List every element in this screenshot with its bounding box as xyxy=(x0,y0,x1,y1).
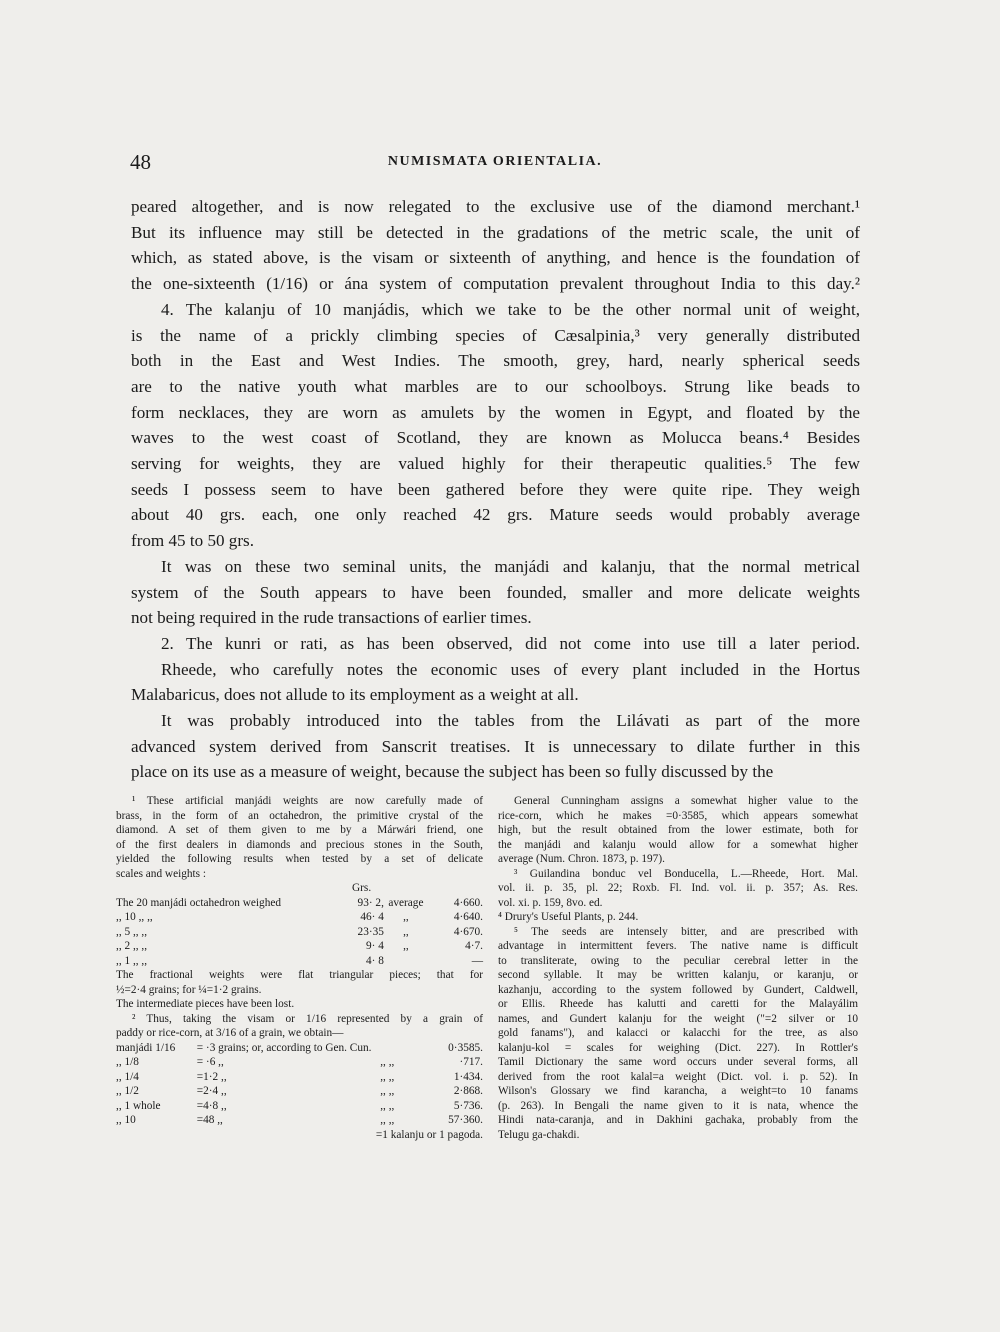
text-line: form necklaces, they are worn as amulets by the women in Egypt, and floated by the xyxy=(131,402,860,422)
table-cell: 4·660. xyxy=(453,896,483,909)
table-cell: 2·868. xyxy=(453,1085,483,1097)
table-cell: ,, xyxy=(403,925,409,938)
footnote-line: ³ Guilandina bonduc vel Bonducella, L.—Rheede, Hort. Mal. xyxy=(514,867,858,880)
table-row xyxy=(116,1070,483,1085)
table-row xyxy=(116,1055,483,1070)
text-line: It was probably introduced into the tables from the Lilávati as part of the more xyxy=(161,711,860,731)
table-row xyxy=(116,1113,483,1128)
table-cell: 4·7. xyxy=(465,940,483,952)
footnotes-right-column xyxy=(498,794,858,1142)
table-cell: ,, 10 ,, ,, xyxy=(116,911,153,923)
text-line: about 40 grs. each, one only reached 42 grs. Mature seeds would probably average xyxy=(131,505,860,525)
table-cell: =48 ,, xyxy=(196,1114,223,1126)
page-header xyxy=(130,150,860,178)
text-line: peared altogether, and is now relegated to the exclusive use of the diamond merchant.¹ xyxy=(131,197,860,216)
grain-table xyxy=(116,1041,483,1128)
table-cell: ,, 1 ,, ,, xyxy=(116,954,148,967)
footnote-line: The fractional weights were flat triangular pieces; that for xyxy=(116,969,483,981)
footnote-2 xyxy=(116,1012,483,1041)
footnote-line: Hindi nata-caranja, and in Dakhini gachaka, probably from the xyxy=(498,1114,858,1126)
text-line: from 45 to 50 grs. xyxy=(131,531,254,551)
footnote-line: ² Thus, taking the visam or 1/16 represented by a grain of xyxy=(132,1012,483,1025)
footnote-line: rice-corn, which he makes =0·3585, which appears somewhat xyxy=(498,809,858,822)
text-line: seeds I possess seem to have been gathered before they were quite ripe. They weigh xyxy=(131,479,860,499)
table-cell: ,, ,, xyxy=(380,1114,395,1126)
table-row xyxy=(116,1084,483,1099)
table-row xyxy=(116,910,483,925)
table-row xyxy=(116,939,483,954)
text-line: Malabaricus, does not allude to its employment as a weight at all. xyxy=(131,685,579,705)
table-cell: ,, xyxy=(403,911,409,923)
footnote-line: Tamil Dictionary the same word occurs under several forms, all xyxy=(498,1056,858,1068)
footnote-line: second syllable. It may be written kalanju, or karanju, or xyxy=(498,969,858,981)
table-cell: manjádi 1/16 xyxy=(116,1041,176,1054)
table-cell: ,, 1/2 xyxy=(116,1085,139,1097)
footnote-line: General Cunningham assigns a somewhat higher value to the xyxy=(514,795,858,807)
footnote-line: diamond. A set of them given to me by a Márwári friend, one xyxy=(116,824,483,836)
footnotes-left-column xyxy=(116,794,483,1142)
footnote-line: kazhanju, according to the system followed by Gundert, Caldwell, xyxy=(498,983,858,996)
footnote-1-continuation xyxy=(116,968,483,1012)
table-cell: ,, ,, xyxy=(380,1099,395,1112)
footnote-line: gold fanams"), and kalacci or kalacchi for the tree, as also xyxy=(498,1027,858,1039)
text-line: But its influence may still be detected in the gradations of the metric scale, the unit of xyxy=(131,222,860,242)
text-line: both in the East and West Indies. The smooth, grey, hard, nearly spherical seeds xyxy=(131,351,860,371)
footnote-line: names, and Gundert kalanju for the weight ("=2 silver or 10 xyxy=(498,1012,858,1025)
text-line: place on its use as a measure of weight, because the subject has been so fully discussed by the xyxy=(131,762,774,782)
main-text xyxy=(131,194,860,785)
text-line: the one-sixteenth (1/16) or ána system of computation prevalent throughout India to this day.² xyxy=(131,274,860,294)
text-line: waves to the west coast of Scotland, they are known as Molucca beans.⁴ Besides xyxy=(131,428,860,448)
table-cell: ,, 5 ,, ,, xyxy=(116,925,148,938)
footnote-line: paddy or rice-corn, at 3/16 of a grain, we obtain— xyxy=(116,1027,344,1039)
footnote-line: advantage in intermittent fevers. The native name is difficult xyxy=(498,940,858,952)
table-cell: 4· 8 xyxy=(366,954,384,967)
table-cell: ,, 1/4 xyxy=(116,1070,139,1083)
footnote-line: to transliterate, owing to the peculiar cerebral letter in the xyxy=(498,954,858,967)
table-cell: =2·4 ,, xyxy=(196,1085,227,1097)
weights-table xyxy=(116,896,483,969)
text-line: It was on these two seminal units, the manjádi and kalanju, that the normal metrical xyxy=(161,556,860,576)
footnote-line: average (Num. Chron. 1873, p. 197). xyxy=(498,853,665,865)
text-line: advanced system derived from Sanscrit treatises. It is unnecessary to dilate further in this xyxy=(131,736,860,756)
table-row xyxy=(116,1099,483,1114)
page-number: 48 xyxy=(130,150,151,174)
text-line: 2. The kunri or rati, as has been observed, did not come into use till a later period. xyxy=(161,633,860,653)
table-cell: ,, 1 whole xyxy=(116,1099,161,1112)
footnote-line: yielded the following results when tested by a set of delicate xyxy=(116,853,483,865)
text-line: is the name of a prickly climbing species of Cæsalpinia,³ very generally distributed xyxy=(131,325,860,345)
table-cell: = ·3 grains; or, according to Gen. Cun. xyxy=(196,1041,372,1054)
table-row xyxy=(116,896,483,911)
table-cell: ,, ,, xyxy=(380,1070,395,1083)
table-cell: 46· 4 xyxy=(360,911,384,923)
footnote-line: the manjádi and kalanju would allow for a somewhat higher xyxy=(498,838,858,851)
table-cell: 93· 2, xyxy=(357,896,384,909)
table-cell: ,, ,, xyxy=(380,1085,395,1097)
table-cell: ,, ,, xyxy=(380,1056,395,1068)
table-cell: 57·360. xyxy=(448,1114,483,1126)
footnote-line: ⁵ The seeds are intensely bitter, and are prescribed with xyxy=(514,925,858,938)
text-line: 4. The kalanju of 10 manjádis, which we take to be the other normal unit of weight, xyxy=(161,299,860,319)
table-cell: ,, 1/8 xyxy=(116,1056,139,1068)
table-cell: 23·35 xyxy=(357,925,384,938)
table-cell: 9· 4 xyxy=(366,940,384,952)
table-cell: ,, xyxy=(403,940,409,952)
text-line: serving for weights, they are valued highly for their therapeutic qualities.⁵ The few xyxy=(131,454,860,474)
text-line: not being required in the rude transactions of earlier times. xyxy=(131,608,532,628)
footnote-line: derived from the root kalal=a weight (Dict. vol. i. p. 52). In xyxy=(498,1070,858,1083)
table-cell: ,, 2 ,, ,, xyxy=(116,940,148,952)
table-cell: — xyxy=(471,954,483,967)
grain-table-closing: =1 kalanju or 1 pagoda. xyxy=(375,1128,483,1141)
text-line: which, as stated above, is the visam or sixteenth of anything, and hence is the foundation of xyxy=(131,248,860,268)
table-row xyxy=(116,1041,483,1056)
footnote-line: or Ellis. Rheede has kalutti and caretti for the Malayálim xyxy=(498,998,858,1010)
table-cell: 4·640. xyxy=(453,911,483,923)
footnote-line: high, but the result obtained from the lower estimate, both for xyxy=(498,824,858,836)
footnote-line: brass, in the form of an octahedron, the primitive crystal of the xyxy=(116,809,483,822)
table-cell: ·717. xyxy=(459,1056,483,1068)
footnote-line: The intermediate pieces have been lost. xyxy=(116,998,295,1010)
table-cell: = ·6 ,, xyxy=(196,1056,224,1068)
table-row xyxy=(116,925,483,940)
footnote-line: vol. xi. p. 159, 8vo. ed. xyxy=(498,896,603,909)
footnote-line: of the first dealers in diamonds and precious stones in the South, xyxy=(116,838,483,851)
table-cell: =4·8 ,, xyxy=(196,1099,227,1112)
table-row xyxy=(116,954,483,969)
table-cell xyxy=(384,954,428,969)
footnote-line: kalanju-kol = scales for weighing (Dict. 227). In Rottler's xyxy=(498,1041,858,1054)
table-cell: 5·736. xyxy=(453,1099,483,1112)
footnote-line: Telugu ga-chakdi. xyxy=(498,1128,580,1141)
footnote-line: (p. 263). In Bengali the name given to it is nata, whence the xyxy=(498,1099,858,1112)
footnote-line: vol. ii. p. 35, pl. 22; Roxb. Fl. Ind. vol. ii. p. 357; As. Res. xyxy=(498,882,858,894)
table-cell: ,, 10 xyxy=(116,1114,136,1126)
text-line: system of the South appears to have been founded, smaller and more delicate weights xyxy=(131,582,860,602)
table-cell: average xyxy=(388,896,424,909)
footnote-line: scales and weights : xyxy=(116,867,207,880)
table-cell: 1·434. xyxy=(453,1070,483,1083)
running-title: NUMISMATA ORIENTALIA. xyxy=(387,154,603,169)
table-cell: 4·670. xyxy=(453,925,483,938)
table-cell: 0·3585. xyxy=(448,1041,483,1054)
table-cell: The 20 manjádi octahedron weighed xyxy=(116,896,282,909)
footnote-line: ½=2·4 grains; for ¼=1·2 grains. xyxy=(116,983,262,996)
footnote-line: ⁴ Drury's Useful Plants, p. 244. xyxy=(498,911,639,923)
text-line: are to the native youth what marbles are to our schoolboys. Strung like beads to xyxy=(131,376,860,396)
footnote-line: Wilson's Glossary we find karancha, a weight=to 10 fanams xyxy=(498,1085,858,1097)
text-line: Rheede, who carefully notes the economic uses of every plant included in the Hortus xyxy=(161,659,860,679)
footnote-1 xyxy=(116,794,483,881)
weights-table-unit-header: Grs. xyxy=(352,882,372,894)
table-cell xyxy=(380,1041,424,1056)
footnote-line: ¹ These artificial manjádi weights are now carefully made of xyxy=(132,795,483,807)
table-cell: =1·2 ,, xyxy=(196,1070,227,1083)
